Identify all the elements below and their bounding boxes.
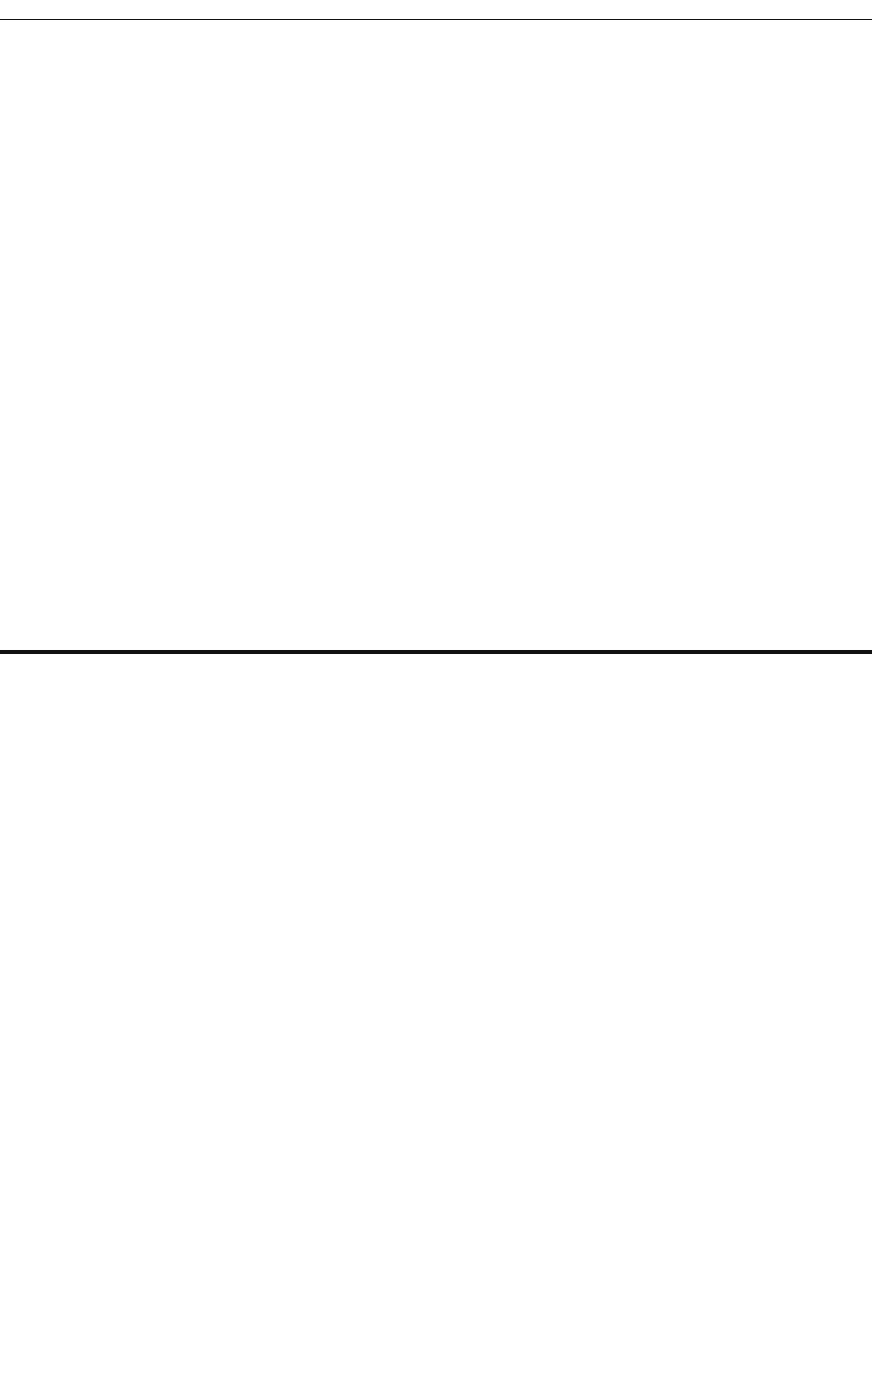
masthead [0, 0, 872, 20]
home-service-guide-banner [0, 650, 872, 698]
service-guide-listings [0, 700, 872, 1379]
top-classifieds [0, 22, 872, 650]
banner-deadline [0, 652, 872, 654]
